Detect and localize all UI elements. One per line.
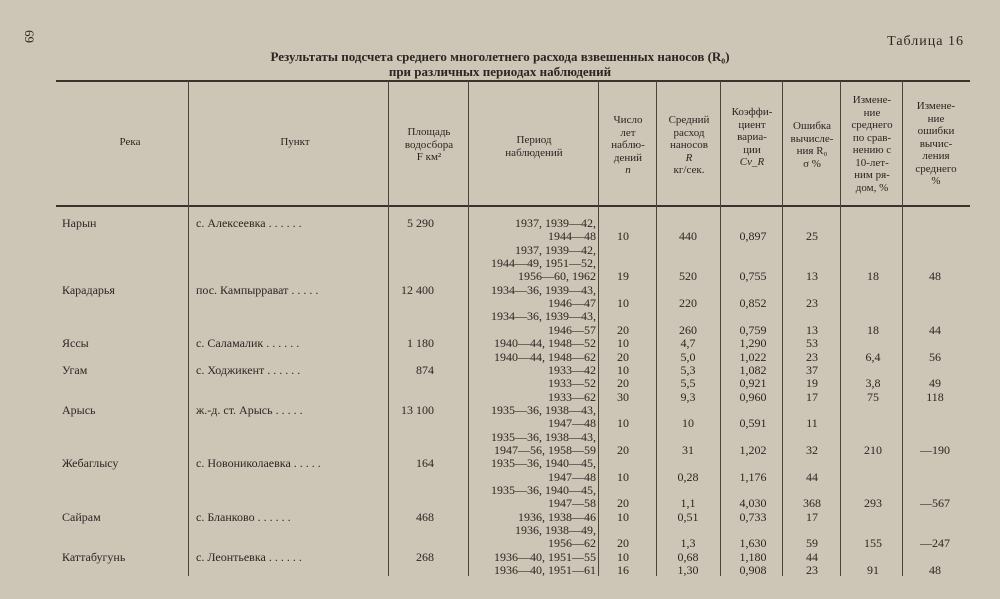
cell-cv: 0,591	[739, 416, 767, 431]
table-row	[0, 484, 1000, 497]
cell-n: 20	[617, 322, 629, 337]
table-row	[0, 284, 1000, 297]
table-title-line-2: при различных периодах наблюдений	[388, 64, 612, 79]
top-rule	[56, 80, 970, 82]
cell-point: с. Алексеевка . . . . . .	[196, 216, 302, 230]
cell-chgerr: 44	[929, 322, 941, 337]
cell-chg: 6,4	[865, 349, 881, 364]
cell-chgerr: 48	[929, 269, 941, 284]
cell-period: 1935—36, 1940—45,	[491, 456, 596, 471]
cell-period: 1940—44, 1948—62	[494, 349, 596, 364]
table-row	[0, 537, 1000, 550]
cell-point: с. Ходжикент . . . . . .	[196, 362, 301, 377]
cell-period: 1947—56, 1958—59	[494, 442, 596, 457]
header-cv: Коэффи- циент вариа- ции Cv_R	[731, 106, 773, 168]
cell-period: 1936—40, 1951—55	[494, 549, 596, 564]
cell-river: Карадарья	[62, 282, 115, 297]
cell-area: 874	[416, 362, 434, 377]
cell-n: 10	[617, 362, 629, 377]
cell-n: 10	[617, 549, 629, 564]
table-row	[0, 244, 1000, 257]
table-row	[0, 364, 1000, 377]
cell-n: 10	[617, 336, 629, 351]
table-row	[0, 324, 1000, 337]
table-row	[0, 431, 1000, 444]
cell-point: ж.-д. ст. Арысь . . . . .	[196, 402, 303, 417]
cell-n: 10	[617, 229, 629, 244]
header-r: Средний расход наносов R кг/сек.	[668, 114, 710, 176]
cell-err: 23	[806, 349, 818, 364]
table-row	[0, 457, 1000, 470]
cell-period: 1947—48	[548, 469, 596, 484]
table-row	[0, 230, 1000, 243]
cell-river: Нарын	[62, 216, 97, 230]
cell-r: 0,51	[677, 509, 699, 524]
cell-cv: 0,921	[739, 376, 767, 391]
cell-n: 20	[617, 536, 629, 551]
cell-cv: 1,176	[739, 469, 767, 484]
header-period: Период наблюдений	[505, 134, 563, 159]
cell-cv: 0,897	[739, 229, 767, 244]
cell-cv: 1,290	[739, 336, 767, 351]
cell-cv: 1,630	[739, 536, 767, 551]
cell-river: Жебаглысу	[62, 456, 119, 471]
header-error: Ошибка вычисле- ния R₀ σ %	[790, 120, 834, 170]
cell-err: 19	[806, 376, 818, 391]
cell-period: 1936, 1938—49,	[515, 523, 596, 538]
cell-period: 1956—60, 1962	[518, 269, 596, 284]
cell-chgerr: 48	[929, 563, 941, 578]
cell-period: 1947—58	[548, 496, 596, 511]
cell-err: 23	[806, 296, 818, 311]
cell-point: с. Бланково . . . . . .	[196, 509, 291, 524]
cell-cv: 0,960	[739, 389, 767, 404]
cell-err: 17	[806, 509, 818, 524]
cell-r: 5,3	[680, 362, 696, 377]
cell-period: 1946—57	[548, 322, 596, 337]
table-row	[0, 497, 1000, 510]
cell-period: 1935—36, 1938—43,	[491, 402, 596, 417]
cell-err: 11	[806, 416, 818, 431]
cell-r: 1,1	[680, 496, 696, 511]
cell-area: 13 100	[401, 402, 434, 417]
cell-r: 10	[682, 416, 694, 431]
cell-r: 5,5	[680, 376, 696, 391]
cell-period: 1937, 1939—42,	[515, 242, 596, 257]
cell-err: 368	[803, 496, 821, 511]
cell-n: 10	[617, 296, 629, 311]
cell-area: 164	[416, 456, 434, 471]
cell-cv: 0,755	[739, 269, 767, 284]
cell-chgerr: 118	[926, 389, 944, 404]
cell-period: 1933—62	[548, 389, 596, 404]
cell-r: 440	[679, 229, 697, 244]
table-row	[0, 270, 1000, 283]
cell-cv: 0,759	[739, 322, 767, 337]
table-label: Таблица 16	[887, 34, 964, 49]
cell-r: 9,3	[680, 389, 696, 404]
cell-chg: 210	[864, 442, 882, 457]
cell-river: Каттабугунь	[62, 549, 126, 564]
cell-r: 260	[679, 322, 697, 337]
table-row	[0, 310, 1000, 323]
header-point: Пункт	[280, 136, 310, 148]
cell-n: 20	[617, 349, 629, 364]
table-row	[0, 404, 1000, 417]
table-row	[0, 217, 1000, 230]
cell-period: 1944—48	[548, 229, 596, 244]
header-area: Площадь водосбора F км²	[404, 126, 454, 163]
cell-point: с. Новониколаевка . . . . .	[196, 456, 321, 471]
cell-err: 25	[806, 229, 818, 244]
header-change-error: Измене- ние ошибки вычис- ления среднего %	[915, 100, 957, 187]
cell-err: 59	[806, 536, 818, 551]
cell-period: 1937, 1939—42,	[515, 216, 596, 230]
table-row	[0, 417, 1000, 430]
cell-cv: 1,202	[739, 442, 767, 457]
cell-chgerr: 49	[929, 376, 941, 391]
table-row	[0, 377, 1000, 390]
table-row	[0, 524, 1000, 537]
cell-r: 1,3	[680, 536, 696, 551]
cell-chgerr: —567	[920, 496, 950, 511]
cell-area: 1 180	[407, 336, 434, 351]
cell-r: 220	[679, 296, 697, 311]
cell-n: 10	[617, 469, 629, 484]
cell-period: 1956—62	[548, 536, 596, 551]
cell-river: Сайрам	[62, 509, 101, 524]
cell-period: 1936—40, 1951—61	[494, 563, 596, 578]
cell-period: 1936, 1938—46	[518, 509, 596, 524]
cell-r: 0,68	[677, 549, 699, 564]
cell-chg: 155	[864, 536, 882, 551]
cell-chg: 18	[867, 322, 879, 337]
cell-chg: 3,8	[865, 376, 881, 391]
cell-n: 19	[617, 269, 629, 284]
cell-err: 37	[806, 362, 818, 377]
cell-err: 13	[806, 322, 818, 337]
cell-chg: 18	[867, 269, 879, 284]
table-row	[0, 511, 1000, 524]
cell-period: 1947—48	[548, 416, 596, 431]
cell-r: 31	[682, 442, 694, 457]
cell-chg: 75	[867, 389, 879, 404]
cell-cv: 4,030	[739, 496, 767, 511]
cell-r: 4,7	[680, 336, 696, 351]
cell-point: пос. Кампыррават . . . . .	[196, 282, 319, 297]
header-change-mean: Измене- ние среднего по срав- нению с 10-лет- ним ря- дом, %	[851, 94, 893, 194]
cell-n: 20	[617, 376, 629, 391]
cell-cv: 1,180	[739, 549, 767, 564]
table-row	[0, 351, 1000, 364]
cell-period: 1940—44, 1948—52	[494, 336, 596, 351]
cell-n: 20	[617, 496, 629, 511]
cell-river: Арысь	[62, 402, 96, 417]
cell-cv: 0,852	[739, 296, 767, 311]
table-row	[0, 297, 1000, 310]
table-row	[0, 471, 1000, 484]
cell-period: 1933—42	[548, 362, 596, 377]
header-n: Число лет наблю- дений n	[611, 114, 645, 176]
cell-period: 1944—49, 1951—52,	[491, 256, 596, 271]
cell-cv: 1,022	[739, 349, 767, 364]
table-row	[0, 551, 1000, 564]
cell-area: 5 290	[407, 216, 434, 230]
cell-area: 12 400	[401, 282, 434, 297]
cell-point: с. Саламалик . . . . . .	[196, 336, 300, 351]
cell-err: 17	[806, 389, 818, 404]
cell-r: 5,0	[680, 349, 696, 364]
table-row	[0, 564, 1000, 577]
cell-err: 23	[806, 563, 818, 578]
cell-err: 44	[806, 549, 818, 564]
cell-n: 20	[617, 442, 629, 457]
header-river: Река	[119, 136, 141, 148]
cell-cv: 0,908	[739, 563, 767, 578]
cell-period: 1935—36, 1938—43,	[491, 429, 596, 444]
cell-r: 520	[679, 269, 697, 284]
cell-chgerr: —247	[920, 536, 950, 551]
cell-err: 32	[806, 442, 818, 457]
cell-cv: 1,082	[739, 362, 767, 377]
cell-chgerr: —190	[920, 442, 950, 457]
cell-period: 1946—47	[548, 296, 596, 311]
cell-period: 1933—52	[548, 376, 596, 391]
cell-area: 468	[416, 509, 434, 524]
cell-err: 13	[806, 269, 818, 284]
cell-r: 0,28	[677, 469, 699, 484]
cell-chg: 293	[864, 496, 882, 511]
cell-chgerr: 56	[929, 349, 941, 364]
table-title-line-1: Результаты подсчета среднего многолетнего расхода взвешенных наносов (R₀)	[270, 49, 730, 64]
table-row	[0, 444, 1000, 457]
cell-river: Яссы	[62, 336, 89, 351]
cell-chg: 91	[867, 563, 879, 578]
cell-cv: 0,733	[739, 509, 767, 524]
cell-n: 10	[617, 509, 629, 524]
cell-point: с. Леонтьевка . . . . . .	[196, 549, 302, 564]
page-number: 69	[22, 30, 37, 43]
table-row	[0, 257, 1000, 270]
table-row	[0, 337, 1000, 350]
header-rule	[56, 205, 970, 207]
cell-period: 1935—36, 1940—45,	[491, 483, 596, 497]
cell-n: 30	[617, 389, 629, 404]
cell-err: 44	[806, 469, 818, 484]
cell-r: 1,30	[677, 563, 699, 578]
cell-area: 268	[416, 549, 434, 564]
cell-river: Угам	[62, 362, 88, 377]
cell-n: 10	[617, 416, 629, 431]
cell-period: 1934—36, 1939—43,	[491, 282, 596, 297]
cell-period: 1934—36, 1939—43,	[491, 309, 596, 324]
cell-err: 53	[806, 336, 818, 351]
cell-n: 16	[617, 563, 629, 578]
table-row	[0, 391, 1000, 404]
